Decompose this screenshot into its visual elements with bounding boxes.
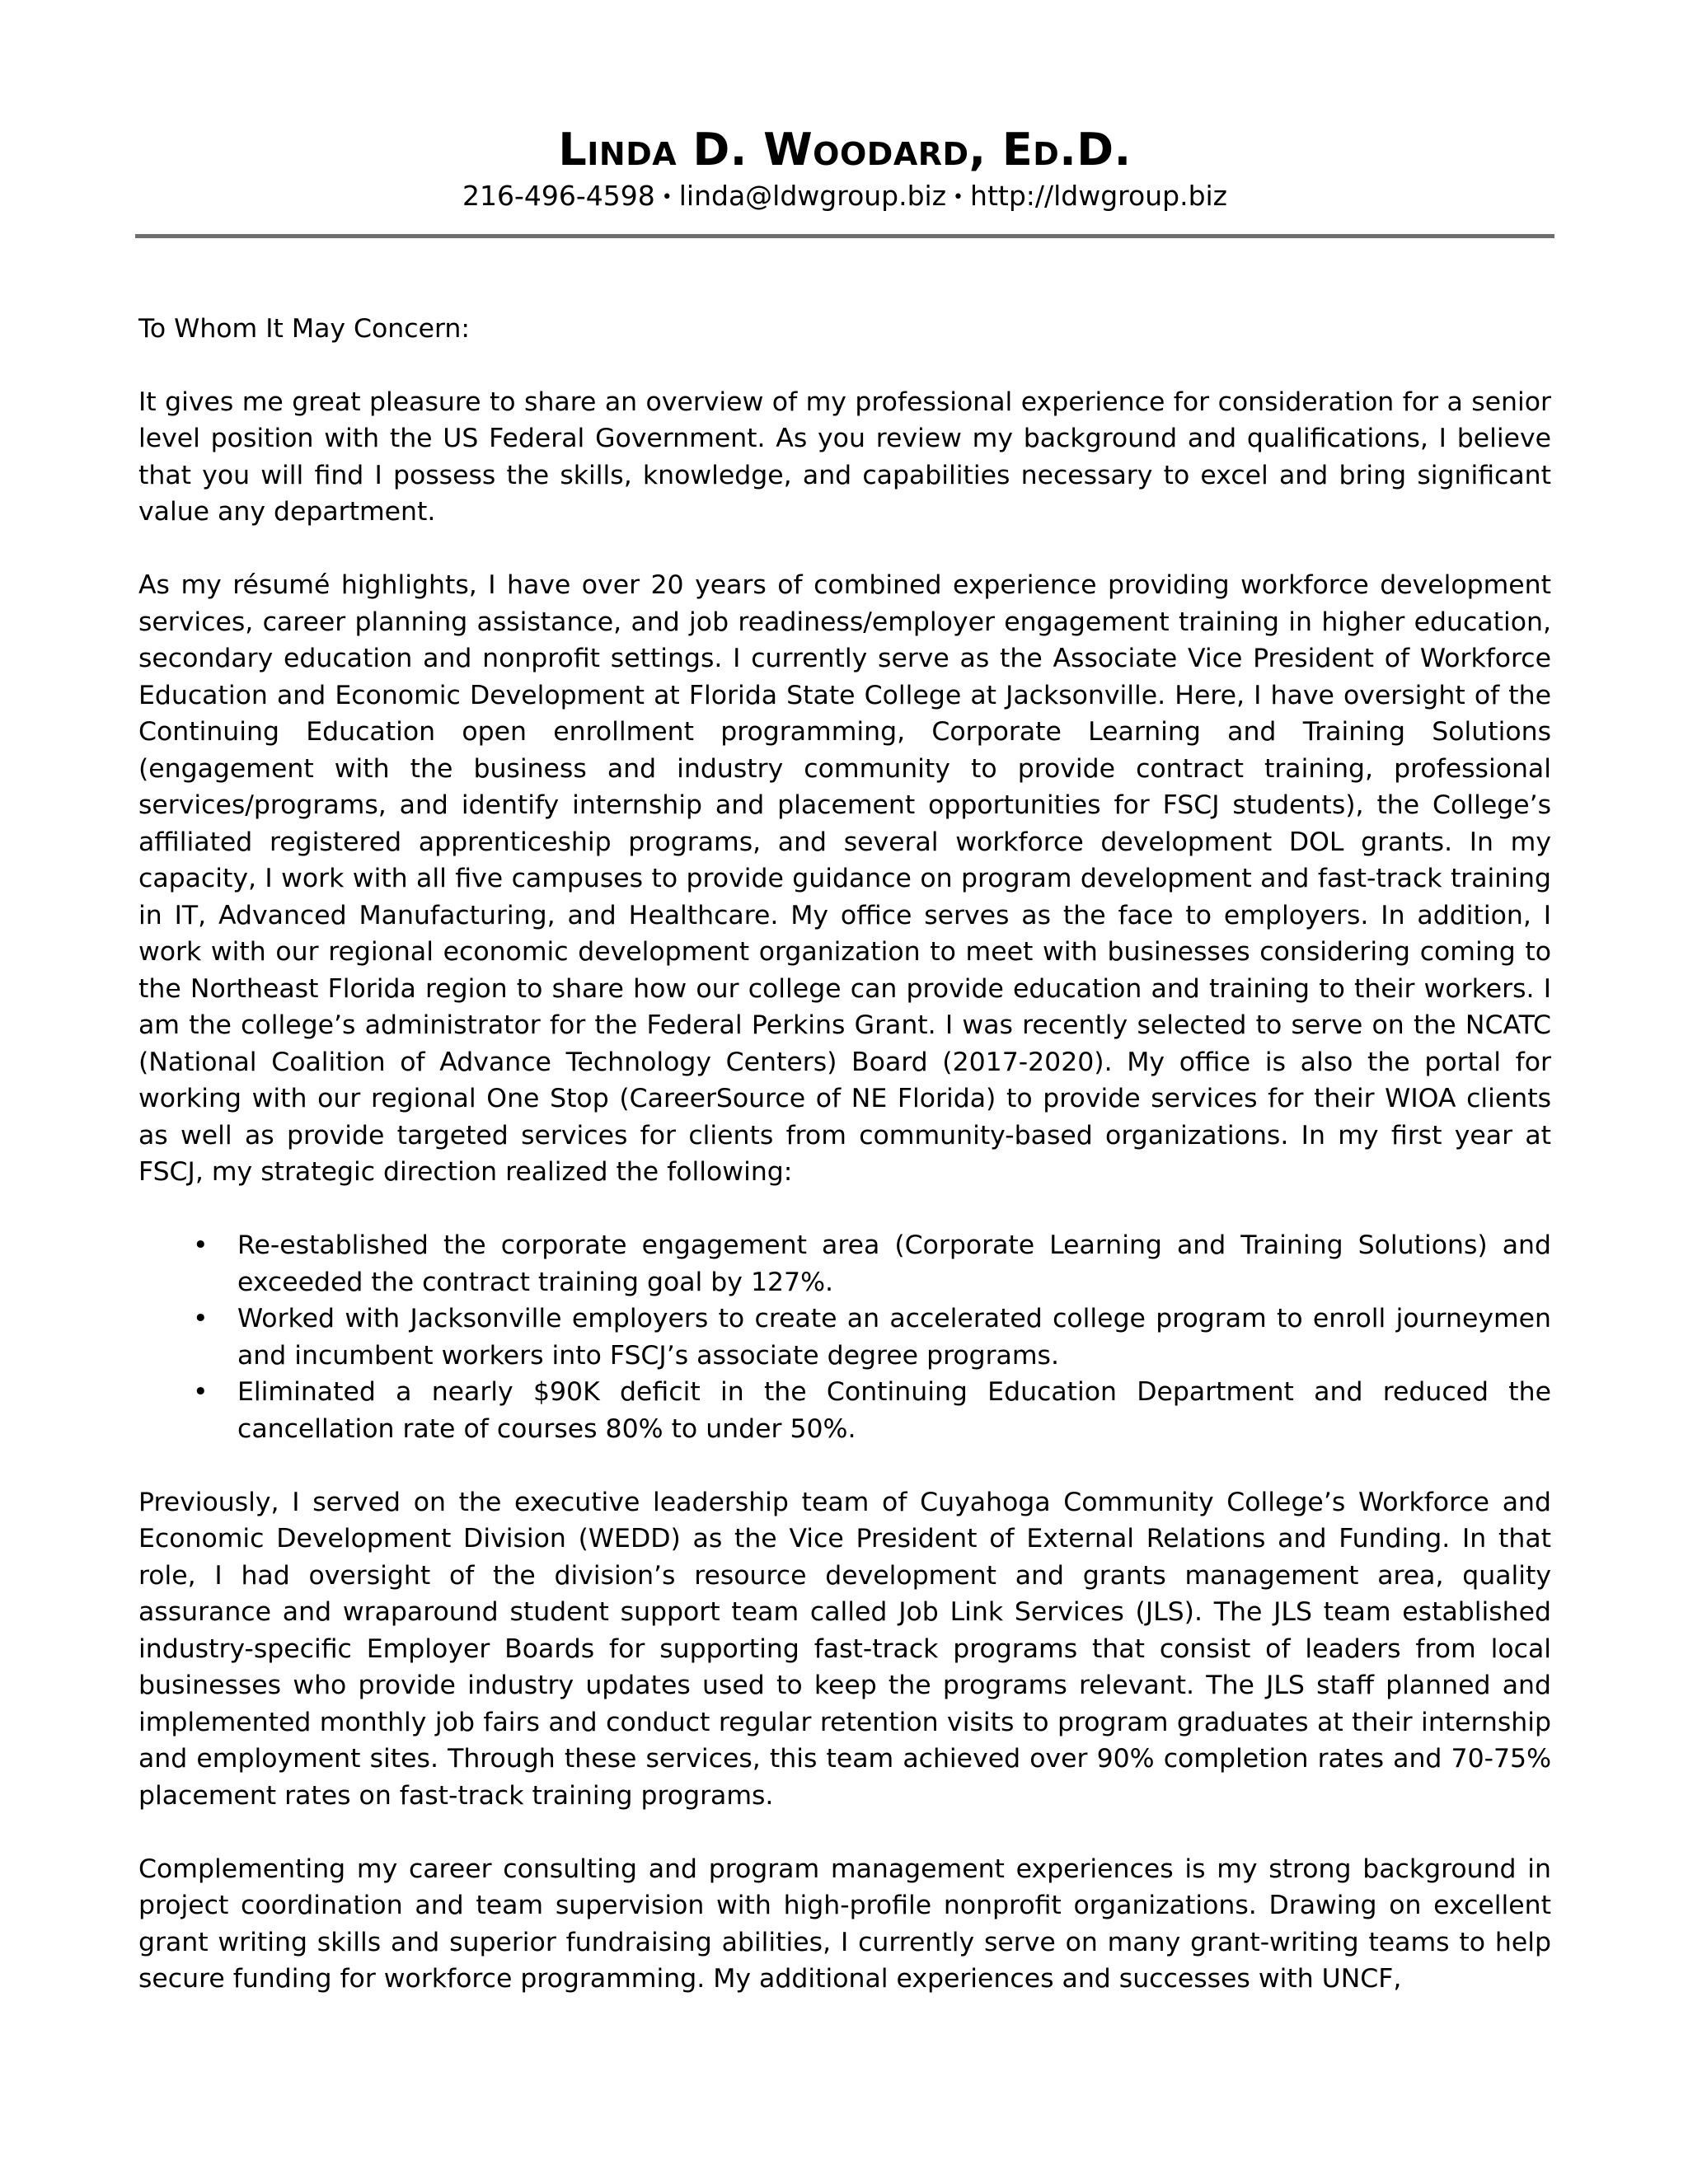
separator-dot: • (953, 186, 964, 208)
author-name: Linda D. Woodard, Ed.D. (558, 124, 1132, 176)
list-item-text: Worked with Jacksonville employers to create an accelerated college program to enroll journeymen and incumbent workers into FSCJ’s associate degree programs. (237, 1304, 1551, 1371)
list-item (138, 1227, 1551, 1301)
bullet-icon: • (193, 1377, 209, 1407)
phone-number: 216-496-4598 (462, 180, 655, 212)
separator-dot: • (661, 186, 673, 208)
letter-page (138, 124, 1551, 2034)
website-link[interactable]: http://ldwgroup.biz (970, 180, 1228, 212)
list-item (138, 1374, 1551, 1447)
bullet-icon: • (193, 1304, 209, 1333)
achievements-list (138, 1227, 1551, 1447)
list-item (138, 1301, 1551, 1374)
paragraph-previous-role: Previously, I served on the executive leadership team of Cuyahoga Community College’s Workforce and Economic Development Division (WEDD) as the Vice President of External Relations and Funding. In that role, I had oversight of the division’s resource development and grants management area, quality assurance and wraparound student support team called Job Link Services (JLS). The JLS team established industry-specific Employer Boards for supporting fast-track programs that consist of leaders from local businesses who provide industry updates used to keep the programs relevant. The JLS staff planned and implemented monthly job fairs and conduct regular retention visits to program graduates at their internship and employment sites. Through these services, this team achieved over 90% completion rates and 70-75% placement rates on fast-track training programs. (138, 1487, 1551, 1811)
paragraph-experience: As my résumé highlights, I have over 20 years of combined experience providing workforce development services, career planning assistance, and job readiness/employer engagement training in higher education, secondary education and nonprofit settings. I currently serve as the Associate Vice President of Workforce Education and Economic Development at Florida State College at Jacksonville. Here, I have oversight of the Continuing Education open enrollment programming, Corporate Learning and Training Solutions (engagement with the business and industry community to provide contract training, professional services/programs, and identify internship and placement opportunities for FSCJ students), the College’s affiliated registered apprenticeship programs, and several workforce development DOL grants. In my capacity, I work with all five campuses to provide guidance on program development and fast-track training in IT, Advanced Manufacturing, and Healthcare. My office serves as the face to employers. In addition, I work with our regional economic development organization to meet with businesses considering coming to the Northeast Florida region to share how our college can provide education and training to their workers. I am the college’s administrator for the Federal Perkins Grant. I was recently selected to serve on the NCATC (National Coalition of Advance Technology Centers) Board (2017-2020). My office is also the portal for working with our regional One Stop (CareerSource of NE Florida) to provide services for their WIOA clients as well as provide targeted services for clients from community-based organizations. In my first year at FSCJ, my strategic direction realized the following: (138, 570, 1551, 1187)
contact-line (138, 178, 1551, 216)
paragraph-background: Complementing my career consulting and program management experiences is my strong background in project coordination and team supervision with high-profile nonprofit organizations. Drawing on excellent grant writing skills and superior fundraising abilities, I currently serve on many grant-writing teams to help secure funding for workforce programming. My additional experiences and successes with UNCF, (138, 1854, 1551, 1994)
bullet-icon: • (193, 1230, 209, 1260)
header-divider (135, 234, 1554, 238)
list-item-text: Eliminated a nearly $90K deficit in the Continuing Education Department and reduced the cancellation rate of courses 80% to under 50%. (237, 1377, 1551, 1444)
list-item-text: Re-established the corporate engagement area (Corporate Learning and Training Solutions) and exceeded the contract training goal by 127%. (237, 1230, 1551, 1297)
letter-body (138, 311, 1551, 1998)
paragraph-intro: It gives me great pleasure to share an overview of my professional experience for consideration for a senior level position with the US Federal Government. As you review my background and qualifications, I believe that you will find I possess the skills, knowledge, and capabilities necessary to excel and bring significant value any department. (138, 387, 1551, 527)
salutation: To Whom It May Concern: (138, 313, 470, 344)
email-address[interactable]: linda@ldwgroup.biz (678, 180, 947, 212)
